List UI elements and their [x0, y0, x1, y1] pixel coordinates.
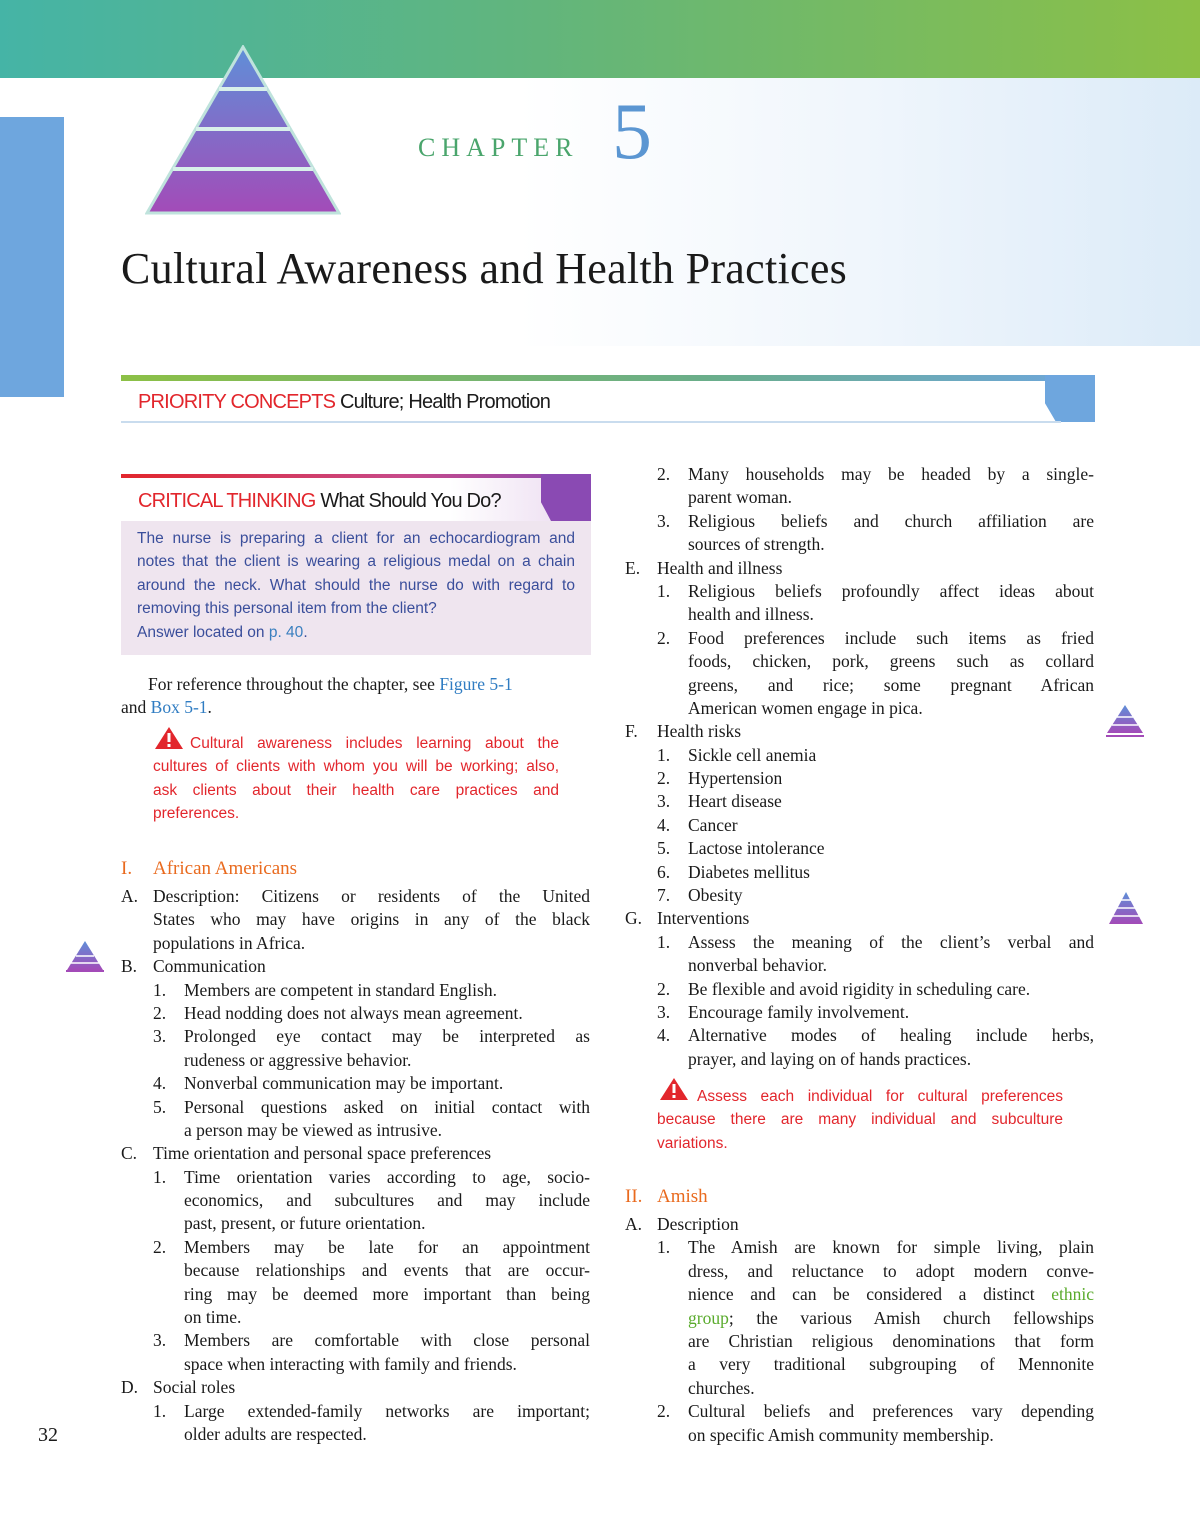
outline-title: Description [657, 1214, 739, 1234]
outline-subitem: health and illness. [688, 604, 814, 625]
outline-text: nience and can be considered a distinct [688, 1284, 1052, 1305]
chapter-number: 5 [612, 88, 652, 176]
priority-underline [121, 421, 1061, 423]
outline-text: Be flexible and avoid rigidity in scheduling care. [688, 978, 1031, 999]
outline-subitem [625, 463, 1094, 486]
intro-text: . [207, 697, 212, 718]
outline-text: Lactose intolerance [688, 838, 825, 859]
outline-subitem [121, 1025, 590, 1048]
outline-text: Cultural beliefs and preferences vary depending [688, 1401, 1094, 1422]
outline-subitem: prayer, and laying on of hands practices. [688, 1048, 972, 1069]
outline-title: Social roles [153, 1377, 236, 1398]
alert-cultural-awareness [153, 732, 559, 826]
critical-thinking-label: CRITICAL THINKING [138, 490, 316, 512]
outline-text: Members are comfortable with close personal [184, 1330, 590, 1351]
outline-text: Large extended-family networks are important; [184, 1400, 590, 1421]
outline-number: 1. [153, 1166, 167, 1187]
outline-number: 1. [153, 979, 167, 1000]
outline-number: 2. [657, 464, 671, 484]
outline-title: Communication [153, 956, 266, 977]
alert-line: preferences. [153, 805, 240, 823]
critical-thinking-line: The nurse is preparing a client for an echocardiogram and [137, 530, 575, 547]
outline-item: States who may have origins in any of the black [153, 909, 590, 930]
outline-subitem [121, 1002, 590, 1025]
outline-letter: A. [121, 886, 139, 906]
outline-subitem [625, 510, 1094, 533]
outline-number: 2. [657, 1401, 671, 1422]
outline-letter: F. [625, 721, 638, 742]
ethnic-group-link[interactable]: group [688, 1307, 729, 1328]
alert-individual-preferences [657, 1085, 1063, 1155]
alert-line: ask clients about their health care practices and [153, 781, 559, 799]
outline-subitem: past, present, or future orientation. [184, 1213, 426, 1234]
outline-item [625, 1213, 1094, 1236]
outline-number: 2. [657, 768, 671, 789]
outline-subitem: a person may be viewed as intrusive. [184, 1119, 443, 1140]
outline-text: Many households may be headed by a single- [688, 464, 1094, 484]
right-column-amish [625, 1213, 1094, 1447]
intro-text: For reference throughout the chapter, see [148, 674, 440, 694]
critical-thinking-line: removing this personal item from the client? [137, 600, 437, 618]
outline-text: Members may be late for an appointment [184, 1236, 590, 1257]
outline-text: ; the various Amish church fellowships [728, 1307, 1094, 1328]
outline-subitem [121, 979, 590, 1002]
outline-number: 2. [153, 1236, 167, 1257]
intro-text: and [121, 697, 151, 718]
pyramid-icon [145, 45, 341, 215]
outline-subitem [121, 1166, 590, 1189]
outline-subitem: parent woman. [688, 487, 792, 508]
alert-line: cultures of clients with whom you will be working; also, [153, 758, 559, 776]
figure-5-1-link[interactable]: Figure 5-1 [439, 674, 513, 694]
outline-item: populations in Africa. [153, 932, 306, 953]
outline-subitem: older adults are respected. [184, 1423, 367, 1444]
outline-subitem: greens, and rice; some pregnant African [688, 674, 1094, 695]
outline-number: 6. [657, 861, 671, 882]
alert-line: Cultural awareness includes learning about the [190, 735, 559, 752]
outline-subitem: a very traditional subgrouping of Mennonite [688, 1354, 1094, 1375]
outline-item [625, 720, 1094, 743]
outline-text: Members are competent in standard English. [184, 979, 497, 1000]
outline-number: 3. [657, 1001, 671, 1022]
outline-title: Health risks [657, 721, 742, 742]
intro-line [121, 673, 590, 696]
outline-title: Interventions [657, 908, 750, 929]
outline-text: Religious beliefs profoundly affect ideas about [688, 580, 1094, 601]
section-numeral: II. [625, 1186, 643, 1207]
critical-thinking-body [137, 527, 575, 644]
outline-subitem [625, 861, 1094, 884]
outline-letter: D. [121, 1377, 139, 1398]
left-column-body [121, 885, 590, 1446]
priority-concepts [138, 391, 550, 414]
critical-thinking-title [138, 490, 501, 513]
outline-subitem [625, 1001, 1094, 1024]
section-amish [625, 1185, 1094, 1208]
outline-text: Heart disease [688, 791, 782, 812]
outline-number: 3. [657, 791, 671, 812]
outline-subitem: churches. [688, 1377, 755, 1398]
outline-number: 1. [657, 580, 671, 601]
outline-item [121, 885, 590, 908]
outline-text: Obesity [688, 885, 743, 906]
outline-subitem [121, 1072, 590, 1095]
right-column-body [625, 463, 1094, 1071]
section-numeral: I. [121, 858, 133, 879]
outline-subitem: dress, and reluctance to adopt modern conve- [688, 1260, 1094, 1281]
outline-number: 7. [657, 885, 671, 906]
outline-text: Prolonged eye contact may be interpreted as [184, 1026, 590, 1047]
priority-value: Culture; Health Promotion [339, 391, 551, 413]
outline-text: Diabetes mellitus [688, 861, 810, 882]
outline-number: 3. [153, 1330, 167, 1351]
priority-pyramid-icon [1108, 891, 1144, 927]
outline-subitem: are Christian religious denominations that form [688, 1330, 1094, 1351]
answer-page-link[interactable]: p. 40 [268, 623, 304, 641]
outline-subitem [625, 767, 1094, 790]
outline-subitem: on specific Amish community membership. [688, 1424, 994, 1445]
critical-thinking-value: What Should You Do? [320, 490, 501, 512]
outline-text: Head nodding does not always mean agreement. [184, 1002, 523, 1023]
outline-number: 5. [153, 1096, 167, 1117]
chapter-label: CHAPTER [418, 133, 579, 162]
outline-subitem: nonverbal behavior. [688, 955, 827, 976]
priority-pyramid-icon [1106, 704, 1144, 738]
outline-number: 4. [657, 1025, 671, 1046]
outline-subitem: on time. [184, 1307, 242, 1328]
outline-subitem: sources of strength. [688, 534, 825, 555]
outline-text: Hypertension [688, 768, 783, 789]
outline-text: Cancer [688, 814, 738, 835]
outline-number: 4. [153, 1073, 167, 1094]
priority-pyramid-icon [66, 940, 104, 972]
ethnic-group-link[interactable]: ethnic [1051, 1284, 1094, 1305]
outline-text: Description: Citizens or residents of the United [153, 886, 590, 906]
outline-subitem [625, 1236, 1094, 1259]
outline-number: 1. [657, 744, 671, 765]
critical-thinking-answer [137, 621, 575, 644]
outline-item [625, 907, 1094, 930]
outline-subitem: because relationships and events that are occur- [184, 1260, 590, 1281]
priority-label: PRIORITY CONCEPTS [138, 391, 336, 413]
outline-text: Personal questions asked on initial contact with [184, 1096, 590, 1117]
alert-line: Assess each individual for cultural preferences [697, 1088, 1063, 1105]
section-african-americans [121, 857, 590, 880]
outline-subitem [625, 978, 1094, 1001]
outline-subitem: foods, chicken, pork, greens such as collard [688, 651, 1094, 672]
outline-text: Encourage family involvement. [688, 1001, 910, 1022]
priority-tab [1045, 375, 1095, 422]
outline-text: Religious beliefs and church affiliation are [688, 510, 1094, 531]
page-title: Cultural Awareness and Health Practices [121, 244, 848, 293]
outline-number: 1. [153, 1400, 167, 1421]
box-5-1-link[interactable]: Box 5-1 [150, 697, 208, 718]
critical-thinking-topline [121, 474, 591, 478]
outline-number: 5. [657, 838, 671, 859]
outline-subitem [625, 814, 1094, 837]
outline-subitem: ring may be deemed more important than being [184, 1283, 590, 1304]
outline-subitem [625, 744, 1094, 767]
outline-text: Nonverbal communication may be important. [184, 1073, 504, 1094]
outline-letter: G. [625, 908, 643, 929]
outline-subitem [625, 1307, 1094, 1330]
outline-subitem: rudeness or aggressive behavior. [184, 1049, 412, 1070]
answer-suffix: . [303, 623, 308, 641]
outline-text: Time orientation varies according to age, socio- [184, 1166, 590, 1187]
outline-number: 1. [657, 931, 671, 952]
outline-subitem: economics, and subcultures and may include [184, 1190, 590, 1211]
outline-text: Sickle cell anemia [688, 744, 817, 765]
outline-number: 2. [657, 978, 671, 999]
outline-number: 3. [153, 1026, 167, 1047]
outline-letter: C. [121, 1143, 138, 1164]
outline-item [121, 1142, 590, 1165]
critical-thinking-corner [541, 474, 591, 521]
outline-subitem: space when interacting with family and friends. [184, 1353, 517, 1374]
outline-number: 4. [657, 814, 671, 835]
outline-text: Food preferences include such items as fried [688, 627, 1094, 648]
outline-subitem [625, 790, 1094, 813]
outline-number: 1. [657, 1237, 671, 1258]
outline-text: The Amish are known for simple living, plain [688, 1237, 1094, 1258]
outline-subitem: American women engage in pica. [688, 697, 923, 718]
alert-line: because there are many individual and subculture [657, 1111, 1063, 1129]
outline-letter: E. [625, 557, 641, 578]
intro-line [121, 696, 590, 719]
left-side-tab [0, 117, 64, 397]
page-number: 32 [38, 1424, 58, 1446]
section-title: African Americans [153, 858, 298, 879]
outline-subitem [121, 1400, 590, 1423]
priority-bar [121, 375, 1095, 381]
outline-text: Assess the meaning of the client’s verbal and [688, 931, 1094, 952]
outline-title: Health and illness [657, 557, 783, 578]
outline-number: 3. [657, 510, 671, 531]
section-heading [625, 1185, 1094, 1208]
outline-subitem [625, 837, 1094, 860]
outline-subitem [121, 1329, 590, 1352]
outline-item [625, 557, 1094, 580]
left-column-intro [121, 673, 590, 720]
outline-subitem [625, 627, 1094, 650]
outline-subitem [121, 1096, 590, 1119]
answer-prefix: Answer located on [137, 623, 269, 641]
outline-subitem [625, 1283, 1094, 1306]
outline-subitem [625, 1400, 1094, 1423]
outline-item [121, 1376, 590, 1399]
alert-line: variations. [657, 1134, 728, 1152]
outline-subitem [625, 931, 1094, 954]
outline-item [121, 955, 590, 978]
section-title: Amish [657, 1186, 708, 1207]
outline-subitem [121, 1236, 590, 1259]
outline-letter: B. [121, 956, 138, 977]
outline-title: Time orientation and personal space preferences [153, 1143, 492, 1164]
outline-text: Alternative modes of healing include herbs, [688, 1025, 1094, 1046]
outline-subitem [625, 580, 1094, 603]
outline-number: 2. [657, 627, 671, 648]
outline-number: 2. [153, 1002, 167, 1023]
outline-subitem [625, 884, 1094, 907]
outline-letter: A. [625, 1214, 643, 1234]
critical-thinking-line: notes that the client is wearing a religious medal on a chain [137, 553, 575, 571]
section-heading [121, 857, 590, 880]
critical-thinking-line: around the neck. What should the nurse do with regard to [137, 576, 575, 594]
outline-subitem [625, 1024, 1094, 1047]
